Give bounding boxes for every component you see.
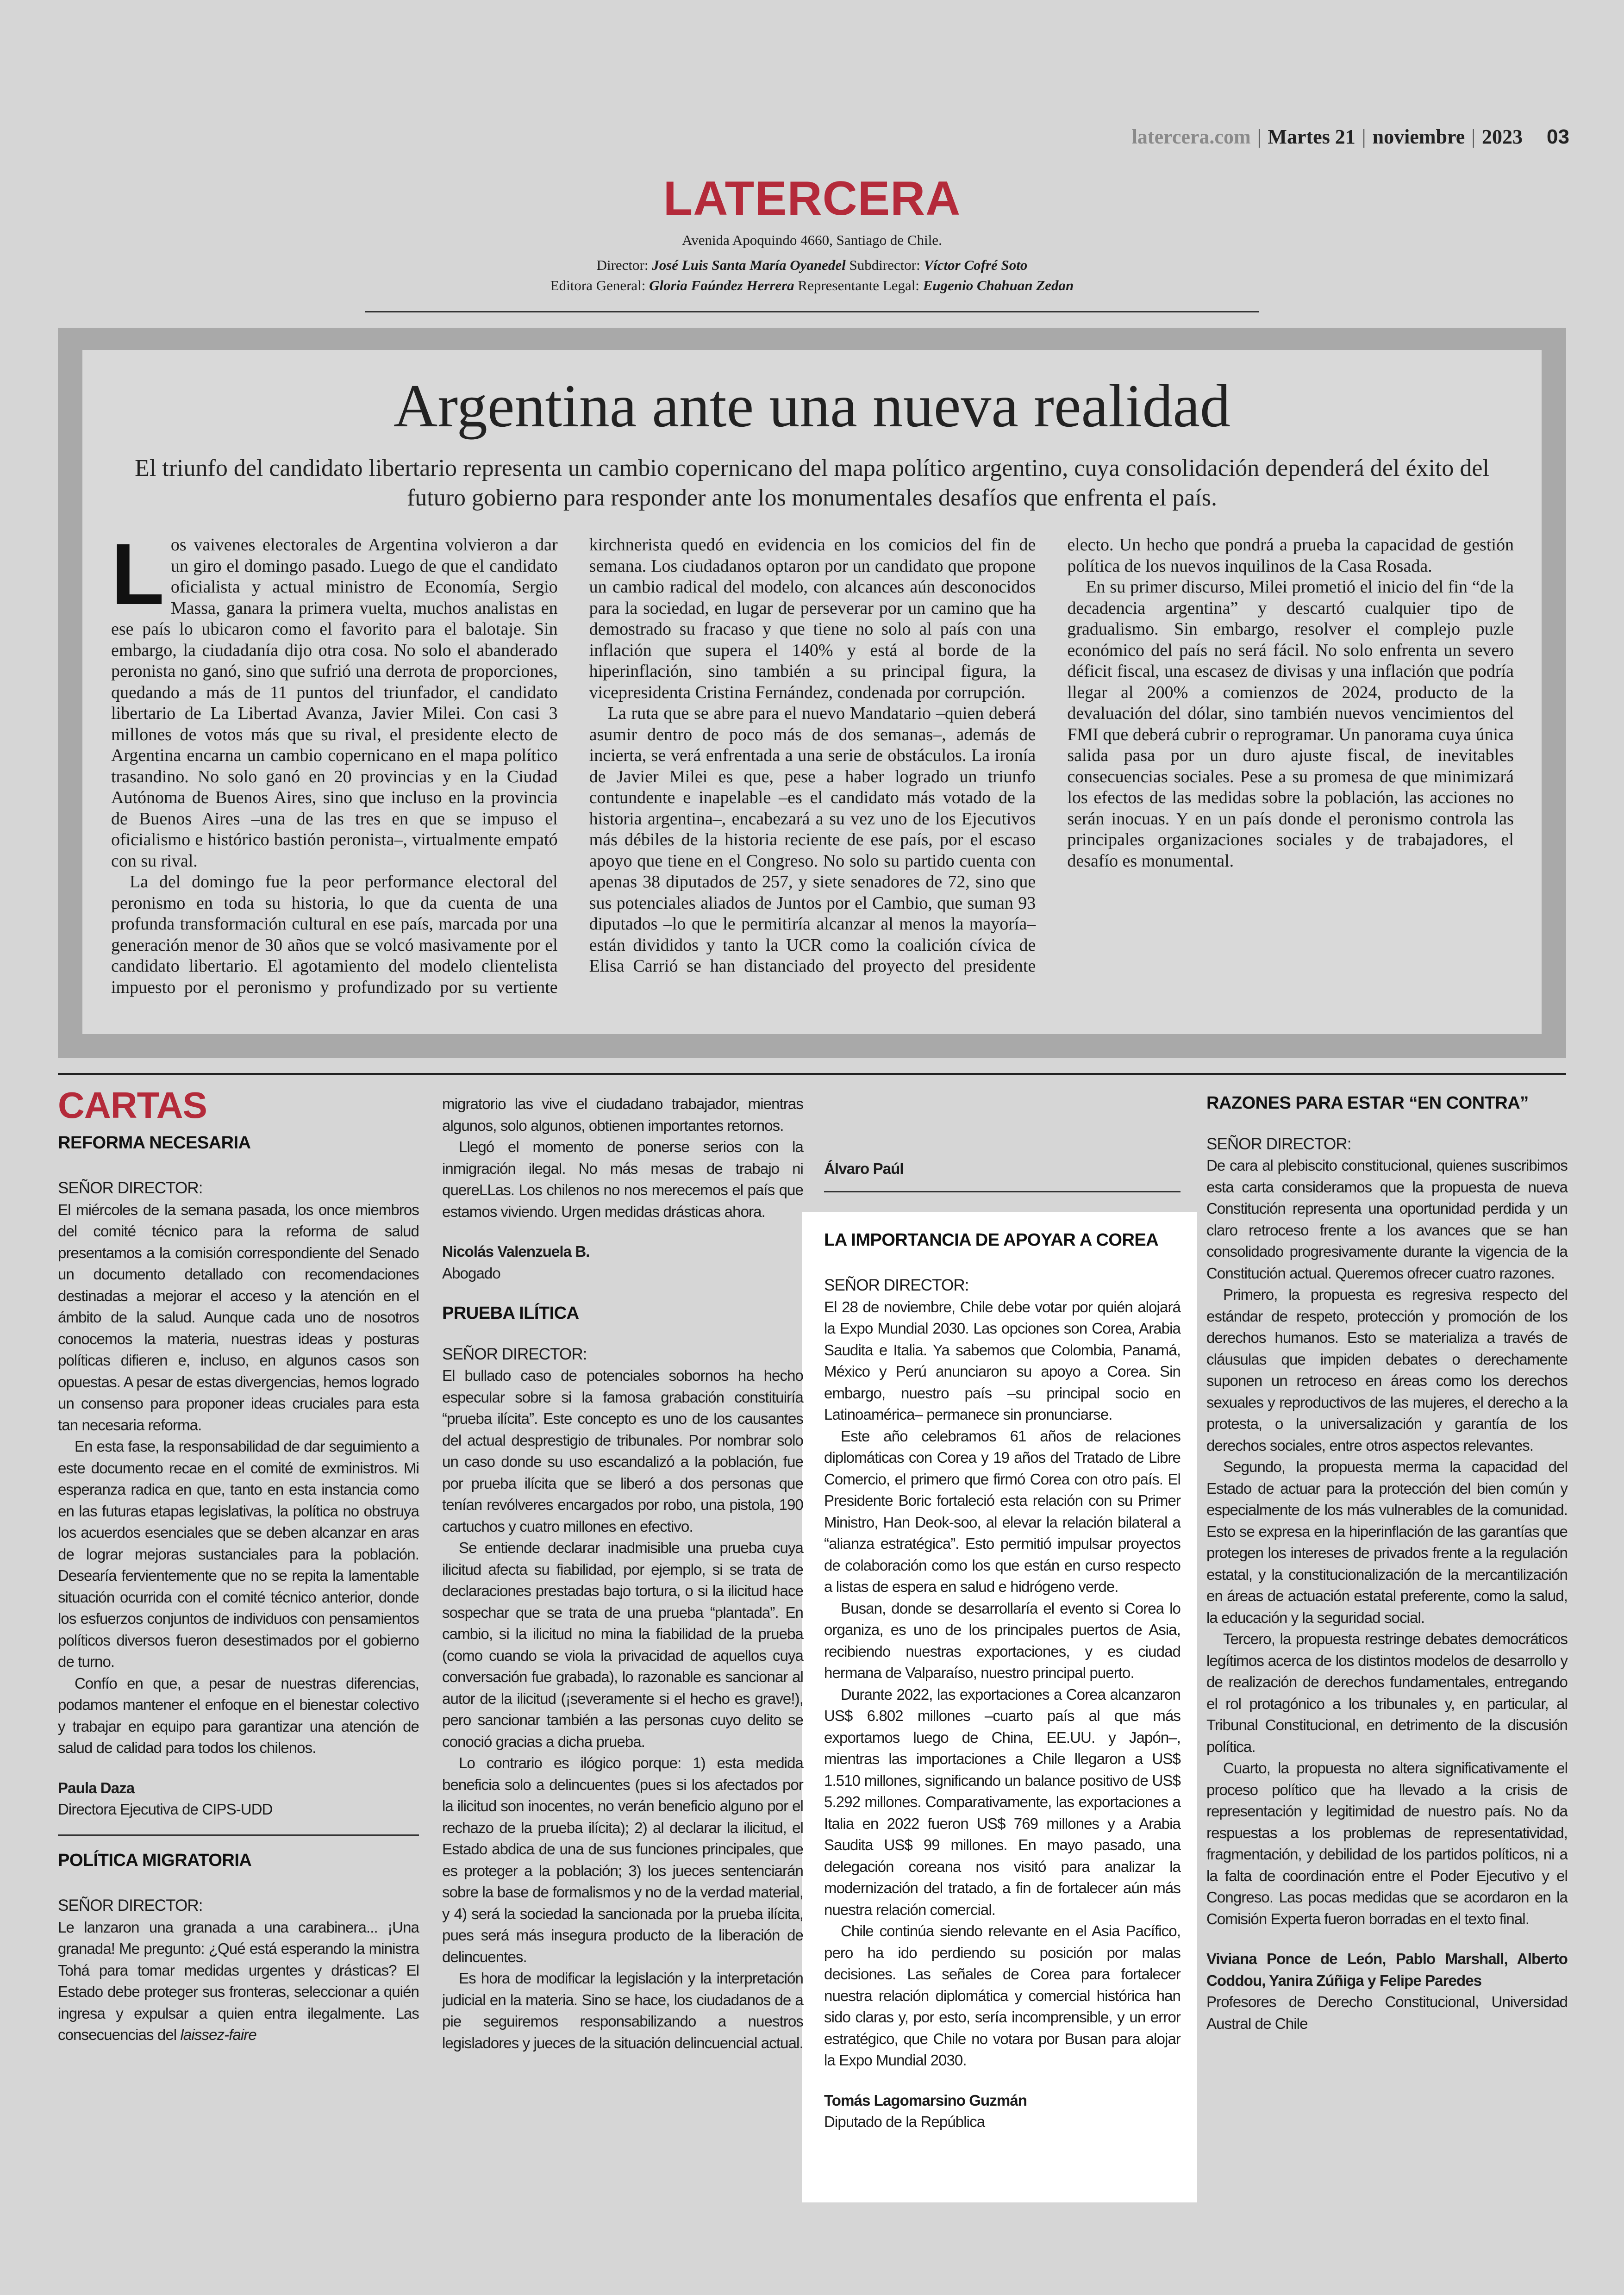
salutation: SEÑOR DIRECTOR: <box>442 1345 587 1363</box>
letter-paragraph: Segundo, la propuesta merma la capacidad del Estado de actuar para la protección del bien común y especialmente de los más vulnerables de la comunidad. Esto se expresa en la hiperinflación de las garantías que protegen los intereses de privados frente a la regulación estatal, y la constitucionalización de la mercantilización en áreas de actuación estatal preferente, como la salud, la educación y la seguridad social. <box>1206 1458 1568 1626</box>
signer-role: Diputado de la República <box>824 2113 985 2130</box>
letter-heading: PRUEBA ILÍTICA <box>442 1303 579 1323</box>
letter-signature: Viviana Ponce de León, Pablo Marshall, Alberto Coddou, Yanira Zúñiga y Felipe Paredes <box>1206 1950 1568 1989</box>
letter-paragraph: El miércoles de la semana pasada, los once miembros del comité técnico para la reforma de salud presentamos a la comisión correspondiente del Senado un documento detallado con recomendaciones destinadas a mejorar el acceso y la atención en el ámbito de la salud. Aunque cada uno de nosotros conocemos la materia, nuestras ideas y posturas políticas difieren e, incluso, en algunos casos son opuestas. A pesar de estas divergencias, hemos logrado un consenso para proponer ideas cruciales para esta tan necesaria reforma. <box>58 1201 419 1434</box>
salutation: SEÑOR DIRECTOR: <box>1206 1135 1351 1153</box>
letter-paragraph: Tercero, la propuesta restringe debates democráticos legítimos acerca de los distintos modelos de desarrollo y de realización de derechos fundamentales, entregando el rol protagónico a los tribunales y, en particular, al Tribunal Constitucional, en detrimento de la discusión política. <box>1206 1630 1568 1755</box>
editorial-paragraph: La del domingo fue la peor performance electoral del peronismo en toda su historia, lo que da cuenta de una profunda transformación cultural en ese país, marcada por una generación menor de 30 años que se volcó masivamente por el candidato libertario. El agotamiento del modelo clientelista impuesto por el peronismo y profundizado por su vertiente kirchnerista quedó en evidencia en los comicios del fin de semana. Los ciudadanos optaron por un candidato que propone un cambio radical del modelo, con alcances aún desconocidos para la sociedad, en lugar de perseverar por un camino que ha demostrado su fracaso y que tiene no solo al país con una inflación que supera el 140% y está al borde de la hiperinflación, sino también a su principal figura, la vicepresidenta Cristina Fernández, condenada por corrupción. <box>111 535 1036 997</box>
letter-paragraph: Busan, donde se desarrollaría el evento si Corea lo organiza, es uno de los principales puertos de Asia, recibiendo nuestras exportaciones, y es ciudad hermana de Valparaíso, nuestro principal puerto. <box>824 1599 1181 1681</box>
editora-name: Gloria Faúndez Herrera <box>649 277 794 293</box>
page-number: 03 <box>1547 125 1569 148</box>
cartas-column-4 <box>1206 1092 1568 2034</box>
signer-role: Directora Ejecutiva de CIPS-UDD <box>58 1801 273 1818</box>
salutation: SEÑOR DIRECTOR: <box>824 1276 969 1294</box>
letter-paragraph: Confío en que, a pesar de nuestras diferencias, podamos mantener el enfoque en el bienestar colectivo y trabajar en equipo para garantizar una atención de salud de calidad para todos los chilenos. <box>58 1674 419 1756</box>
signer-role: Abogado <box>442 1264 500 1282</box>
letter-heading: POLÍTICA MIGRATORIA <box>58 1850 252 1870</box>
letter-paragraph: Llegó el momento de ponerse serios con la inmigración ilegal. No más mesas de trabajo ni quereLLas. Los chilenos no nos merecemos el país que estamos viviendo. Urgen medidas drásticas ahora. <box>442 1138 803 1220</box>
day: Martes 21 <box>1268 125 1355 148</box>
letter-heading: RAZONES PARA ESTAR “EN CONTRA” <box>1206 1093 1529 1113</box>
editorial-body <box>111 525 1514 1017</box>
letter-paragraph: Primero, la propuesta es regresiva respecto del estándar de respeto, protección y promoción de los derechos humanos. Esto se materializa a través de cláusulas que impiden debates o derechamente suponen un retroceso en áreas como los derechos sexuales y reproductivos de las mujeres, el derecho a la protesta, o la universalización y garantía de los derechos sociales, entre otros aspectos relevantes. <box>1206 1286 1568 1454</box>
letter-heading: LA IMPORTANCIA DE APOYAR A COREA <box>824 1230 1159 1250</box>
letter-paragraph: Cuarto, la propuesta no altera significativamente el proceso político que ha llevado a la crisis de representación y legitimidad de nuestro país. No da respuestas a los problemas de representatividad, fragmentación, y debilidad de los partidos políticos, ni a la falta de coordinación entre el Poder Ejecutivo y el Congreso. Las pocas medidas que se acordaron en la Comisión Experta fueron borradas en el texto final. <box>1206 1759 1568 1927</box>
month: noviembre <box>1372 125 1465 148</box>
letter-paragraph: Es hora de modificar la legislación y la interpretación judicial en la materia. Sino se hace, los ciudadanos de a pie seguiremos responsabilizando a nuestros legisladores y jueces de la situación delincuencial actual. <box>442 1970 803 2052</box>
site-url[interactable]: latercera.com <box>1131 125 1251 148</box>
letter-paragraph: Se entiende declarar inadmisible una prueba cuya ilicitud afecta su fiabilidad, por ejemplo, si se trata de declaraciones prestadas bajo tortura, o si la ilicitud hace sospechar que se trata de una prueba “plantada”. En cambio, si la ilicitud no mina la fiabilidad de la prueba (como cuando se viola la privacidad de aquellos cuya conversación fue grabada), lo razonable es sancionar al autor de la ilicitud (¡severamente si el hecho es grave!), pero sancionar también a las personas cuyo delito se conoció gracias a dicha prueba. <box>442 1539 803 1750</box>
letter-paragraph: Durante 2022, las exportaciones a Corea alcanzaron US$ 6.802 millones –cuarto país al que más exportamos luego de China, EE.UU. y Japón–, mientras las importaciones a Chile llegaron a US$ 1.510 millones, significando un balance positivo de US$ 5.292 millones. Comparativamente, las exportaciones a Italia en 2022 fueron US$ 769 millones y a Arabia Saudita US$ 99 millones. En mayo pasado, una delegación coreana nos visitó para analizar la modernización del tratado, a fin de fortalecer aún más nuestra relación comercial. <box>824 1685 1181 1918</box>
letter-signature: Tomás Lagomarsino Guzmán <box>824 2091 1027 2109</box>
letter-paragraph: Le lanzaron una granada a una carabinera... ¡Una granada! Me pregunto: ¿Qué está esperando la ministra Tohá para tomar medidas urgentes y drásticas? El Estado debe proteger sus fronteras, seleccionar a quién ingresa y expulsar a quien entra ilegalmente. Las consecuencias del laissez-faire <box>58 1918 419 2043</box>
year: 2023 <box>1482 125 1523 148</box>
editorial-title: Argentina ante una nueva realidad <box>393 372 1231 440</box>
director-name: José Luis Santa María Oyanedel <box>652 257 846 273</box>
section-title: CARTAS <box>58 1085 207 1126</box>
salutation: SEÑOR DIRECTOR: <box>58 1896 203 1915</box>
cartas-column-1 <box>58 1085 419 2046</box>
letter-paragraph: El 28 de noviembre, Chile debe votar por quién alojará la Expo Mundial 2030. Las opciones son Corea, Arabia Saudita e Italia. Ya sabemos que Colombia, Panamá, México y Perú anunciaron su apoyo a Corea. Sin embargo, nuestro país –su principal socio en Latinoamérica– permanece sin pronunciarse. <box>824 1298 1181 1423</box>
letter-signature: Álvaro Paúl <box>824 1160 904 1177</box>
letter-paragraph: Chile continúa siendo relevante en el Asia Pacífico, pero ha ido perdiendo su posición por malas decisiones. Las señales de Corea para fortalecer nuestra relación diplomática y comercial histórica han sido claras y, por esto, sería incomprensible, y un error estratégico, que Chile no votara por Busan para alojar la Expo Mundial 2030. <box>824 1922 1181 2069</box>
letter-paragraph: Lo contrario es ilógico porque: 1) esta medida beneficia solo a delincuentes (pues si los afectados por la ilicitud son inocentes, no verán beneficio alguno por el rechazo de la prueba ilícita); 2) al declarar la ilicitud, el Estado abdica de una de sus funciones principales, que es proteger a la población; 3) los jueces sentenciarán sobre la base de formalismos y no de la verdad material, y 4) será la sociedad la sancionada por la prueba ilícita, pues será más insegura producto de la liberación de delincuentes. <box>442 1754 803 1965</box>
section-divider <box>58 1073 1566 1075</box>
letter-paragraph: migratorio las vive el ciudadano trabajador, mientras algunos, solo algunos, obtienen importantes retornos. <box>442 1095 803 1134</box>
letter-paragraph: De cara al plebiscito constitucional, quienes suscribimos esta carta consideramos que la propuesta de nueva Constitución representa una oportunidad perdida y un claro retroceso frente a los avances que se han consolidado progresivamente durante la vigencia de la Constitución actual. Queremos ofrecer cuatro razones. <box>1206 1157 1568 1282</box>
cartas-column-2 <box>442 1093 803 2054</box>
editorial-paragraph: Los vaivenes electorales de Argentina volvieron a dar un giro el domingo pasado. Luego de que el candidato oficialista y actual ministro de Economía, Sergio Massa, ganara la primera vuelta, muchos analistas en ese país lo ubicaron como el favorito para el balotaje. Sin embargo, la ciudadanía dijo otra cosa. No solo el abanderado peronista no ganó, sino que sufrió una derrota de proporciones, quedando a más de 11 puntos del triunfador, el candidato libertario de La Libertad Avanza, Javier Milei. Con casi 3 millones de votos más que su rival, el presidente electo de Argentina encarna un cambio copernicano en el mapa político trasandino. No solo ganó en 20 provincias y en la Ciudad Autónoma de Buenos Aires, sino que incluso en la provincia de Buenos Aires –una de las tres en que se impuso el oficialismo e histórico bastión peronista–, virtualmente empató con su rival. <box>111 525 558 871</box>
salutation: SEÑOR DIRECTOR: <box>58 1179 203 1197</box>
letter-paragraph: Este año celebramos 61 años de relaciones diplomáticas con Corea y 19 años del Tratado de Libre Comercio, el primero que firmó Corea con otro país. El Presidente Boric fortaleció esta relación con su Primer Ministro, Han Deok-soo, al elevar la relación bilateral a “alianza estratégica”. Esto permitió impulsar proyectos de colaboración como los que están en curso respecto a listas de espera en salud e hidrógeno verde. <box>824 1427 1181 1595</box>
letter-heading: REFORMA NECESARIA <box>58 1133 251 1153</box>
drop-cap: L <box>111 525 164 623</box>
address: Avenida Apoquindo 4660, Santiago de Chile. <box>682 232 942 248</box>
cartas-column-3 <box>824 1093 1181 2133</box>
editorial-subtitle: El triunfo del candidato libertario representa un cambio copernicano del mapa político argentino, cuya consolidación dependerá del éxito del futuro gobierno para responder ante los monumentales desafíos que enfrenta el país. <box>135 455 1489 511</box>
staff-credits: Director: José Luis Santa María Oyanedel Subdirector: Víctor Cofré Soto Editora General: Gloria Faúndez Herrera Representante Legal: Eugenio Chahuan Zedan <box>550 257 1074 293</box>
signer-role: Profesores de Derecho Constitucional, Universidad Austral de Chile <box>1206 1993 1568 2032</box>
editorial-paragraph: La ruta que se abre para el nuevo Mandatario –quien deberá asumir dentro de poco más de dos semanas–, además de incierta, se verá enfrentada a una serie de obstáculos. La ironía de Javier Milei es que, pese a haber logrado un triunfo contundente e inapelable –es el candidato más votado de la historia argentina–, encabezará a su vez uno de los Ejecutivos más débiles de la historia reciente de ese país, por el escaso apoyo que tiene en el Congreso. No solo su partido cuenta con apenas 38 diputados de 257, y siete senadores de 72, sino que sus potenciales aliados de Juntos por el Cambio, que suman 93 diputados –lo que le permitiría alcanzar al menos la mayoría– están divididos y tanto la UCR como la coalición cívica de Elisa Carrió se han distanciado del proyecto del presidente electo. Un hecho que pondrá a prueba la capacidad de gestión política de los nuevos inquilinos de la Casa Rosada. <box>589 535 1514 976</box>
letter-signature: Nicolás Valenzuela B. <box>442 1243 590 1260</box>
letter-signature: Paula Daza <box>58 1779 135 1796</box>
letter-paragraph: En esta fase, la responsabilidad de dar seguimiento a este documento recae en el comité de exministros. Mi esperanza radica en que, tanto en esta instancia como en las futuras etapas legislativas, la política no obstruya los acuerdos esenciales que se deben alcanzar en aras de lograr mejoras sustanciales para la población. Desearía fervientemente que no se repita la lamentable situación ocurrida con el comité técnico anterior, donde los esfuerzos conjuntos de individuos con pensamientos políticos diversos fueron desestimados por el gobierno de turno. <box>58 1438 419 1670</box>
masthead <box>0 171 1624 296</box>
letter-paragraph: El bullado caso de potenciales sobornos ha hecho especular sobre si la famosa grabación constituiría “prueba ilícita”. Este concepto es uno de los causantes del actual desprestigio de tribunales. Por nombrar solo un caso donde su uso escandalizó a la población, fue por prueba ilícita que se liberó a dos personas que tenían revólveres encargados por robo, una pistola, 190 cartuchos y cuatro millones en efectivo. <box>442 1367 803 1535</box>
newspaper-logo: LATERCERA <box>663 172 961 225</box>
date-line: latercera.com | Martes 21 | noviembre | 2023 03 <box>1131 125 1569 148</box>
editorial-paragraph: En su primer discurso, Milei prometió el inicio del fin “de la decadencia argentina” y descartó cualquier tipo de gradualismo. Sin embargo, resolver el complejo puzle económico del país no será fácil. No solo enfrenta un severo déficit fiscal, una escasez de divisas y una inflación que podría llegar al 200% a comienzos de 2024, producto de la devaluación del dólar, sino también nuevos vencimientos del FMI que deberá cubrir o reprogramar. Un panorama cuya única salida pasa por un duro ajuste fiscal, de inevitables consecuencias sociales. Pese a su promesa de que minimizará los efectos de las medidas sobre la población, las acciones no serán inocuas. Y en un país donde el peronismo controla las principales organizaciones sociales y de trabajadores, el desafío es monumental. <box>1067 577 1514 871</box>
representante-name: Eugenio Chahuan Zedan <box>923 277 1074 293</box>
subdirector-name: Víctor Cofré Soto <box>924 257 1028 273</box>
header-divider <box>365 311 1259 312</box>
